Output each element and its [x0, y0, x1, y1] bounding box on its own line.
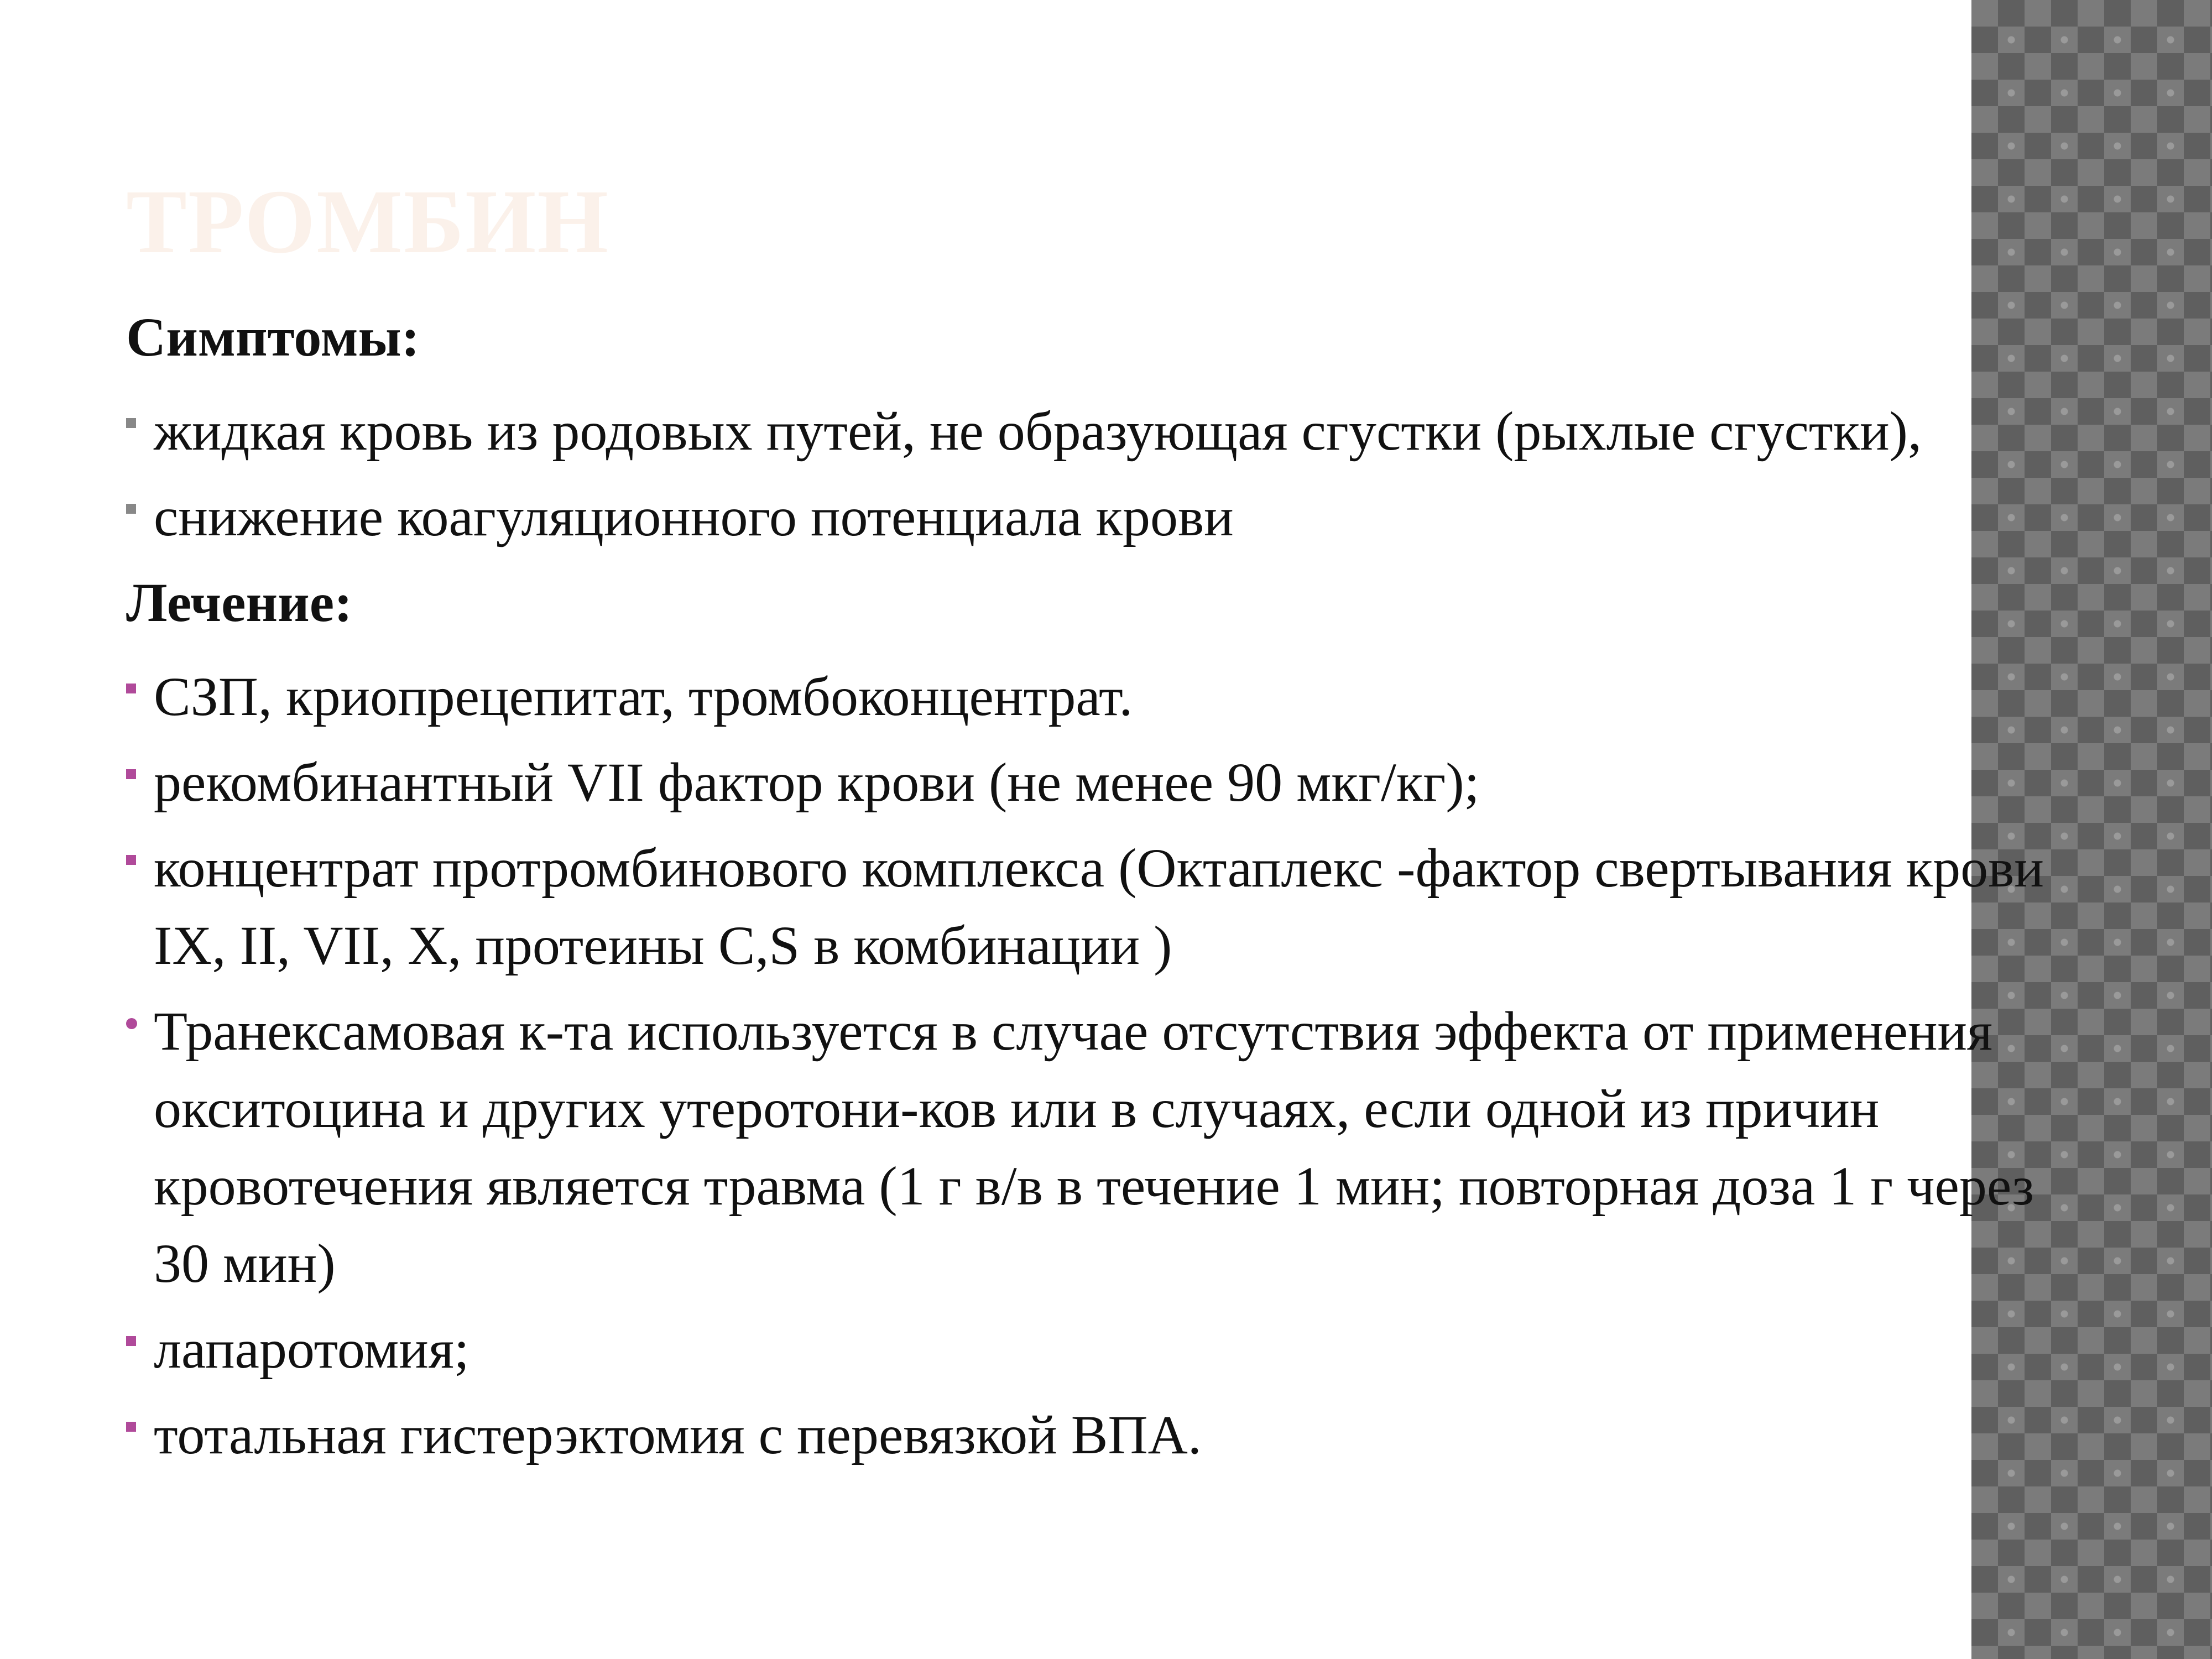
treatment-text: концентрат протромбинового комплекса (Октаплекс -фактор свертывания крови IX, II, VII, X, протеины C,S в комбинации ) [154, 837, 2044, 976]
square-bullet-icon [126, 769, 136, 779]
treatment-item [126, 658, 2062, 735]
slide-title: ТРОМБИН [126, 171, 609, 272]
symptom-text: снижение коагуляционного потенциала крови [154, 486, 1234, 547]
treatment-item [126, 1396, 2062, 1474]
square-bullet-icon [126, 684, 136, 693]
symptom-item [126, 478, 2062, 556]
treatment-text: тотальная гистерэктомия с перевязкой ВПА. [154, 1404, 1202, 1465]
treatment-text: рекомбинантный VII фактор крови (не менее 90 мкг/кг); [154, 752, 1480, 813]
treatment-item [126, 744, 2062, 821]
square-bullet-icon [126, 1422, 136, 1432]
symptoms-heading: Симптомы: [126, 306, 420, 368]
treatment-text: Транексамовая к-та используется в случае отсутствия эффекта от применения окситоцина и других утеротони-ков или в случаях, если одной из причин кровотечения является травма (1 г в/в в течение 1 мин; повторная доза 1 г через 30 мин) [154, 1000, 2034, 1294]
treatment-item [126, 1311, 2062, 1388]
treatment-text: лапаротомия; [154, 1318, 469, 1380]
treatment-item [126, 830, 2062, 984]
square-bullet-icon [126, 855, 136, 865]
square-bullet-icon [126, 418, 136, 428]
symptom-text: жидкая кровь из родовых путей, не образующая сгустки (рыхлые сгустки), [154, 400, 1922, 462]
treatment-text: СЗП, криопрецепитат, тромбоконцентрат. [154, 666, 1133, 727]
symptom-item [126, 393, 2062, 470]
round-bullet-icon [126, 1018, 137, 1029]
square-bullet-icon [126, 504, 136, 514]
square-bullet-icon [126, 1336, 136, 1346]
treatment-heading: Лечение: [126, 572, 353, 633]
treatment-item [126, 993, 2062, 1302]
slide-content [126, 299, 2062, 1482]
